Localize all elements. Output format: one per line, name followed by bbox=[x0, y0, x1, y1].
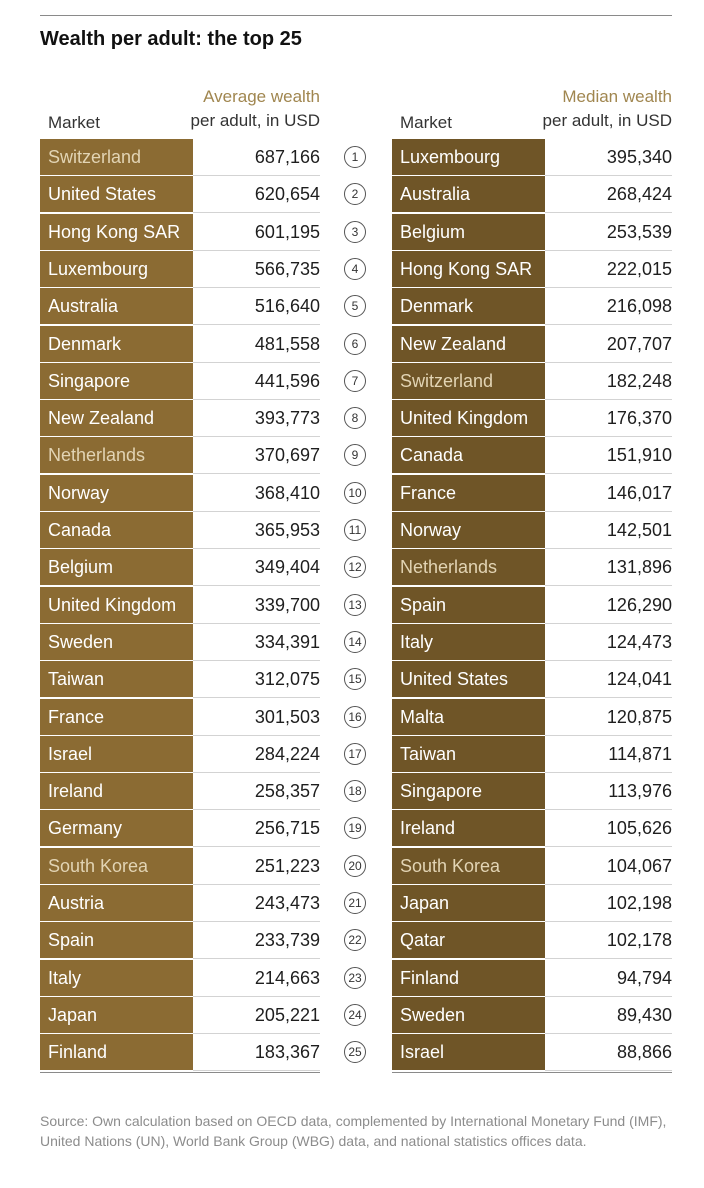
table-row bbox=[392, 624, 672, 661]
table-row bbox=[40, 885, 320, 922]
market-name: United States bbox=[392, 661, 545, 697]
market-name: Ireland bbox=[40, 773, 193, 809]
wealth-value: 251,223 bbox=[193, 848, 320, 885]
wealth-value: 126,290 bbox=[545, 587, 672, 624]
rank-badge: 11 bbox=[344, 519, 366, 541]
rank-badge: 9 bbox=[344, 444, 366, 466]
table-row bbox=[392, 549, 672, 586]
table-row bbox=[40, 176, 320, 213]
wealth-value: 339,700 bbox=[193, 587, 320, 624]
market-name: Belgium bbox=[40, 549, 193, 585]
table-row bbox=[40, 139, 320, 176]
market-name: Taiwan bbox=[392, 736, 545, 772]
market-name: United Kingdom bbox=[392, 400, 545, 436]
table-row bbox=[392, 437, 672, 474]
market-name: Taiwan bbox=[40, 661, 193, 697]
wealth-value: 216,098 bbox=[545, 288, 672, 325]
market-name: Norway bbox=[40, 475, 193, 511]
table-row bbox=[392, 810, 672, 847]
market-name: Luxembourg bbox=[40, 251, 193, 287]
wealth-value: 243,473 bbox=[193, 885, 320, 922]
market-name: Australia bbox=[392, 176, 545, 212]
wealth-value: 368,410 bbox=[193, 475, 320, 512]
wealth-value: 120,875 bbox=[545, 699, 672, 736]
market-name: Luxembourg bbox=[392, 139, 545, 175]
wealth-value: 124,473 bbox=[545, 624, 672, 661]
market-name: Finland bbox=[392, 960, 545, 996]
table-row bbox=[392, 1034, 672, 1071]
market-name: Sweden bbox=[392, 997, 545, 1033]
market-name: Hong Kong SAR bbox=[392, 251, 545, 287]
wealth-value: 284,224 bbox=[193, 736, 320, 773]
left-value-header-line2: per adult, in USD bbox=[190, 111, 320, 130]
wealth-value: 105,626 bbox=[545, 810, 672, 847]
market-name: Switzerland bbox=[392, 363, 545, 399]
rank-badge: 17 bbox=[344, 743, 366, 765]
rank-badge: 12 bbox=[344, 556, 366, 578]
market-name: Japan bbox=[392, 885, 545, 921]
wealth-value: 102,198 bbox=[545, 885, 672, 922]
rank-badge: 24 bbox=[344, 1004, 366, 1026]
market-name: Netherlands bbox=[392, 549, 545, 585]
market-name: Ireland bbox=[392, 810, 545, 846]
table-row bbox=[40, 549, 320, 586]
table-row bbox=[40, 587, 320, 624]
market-name: Norway bbox=[392, 512, 545, 548]
wealth-value: 94,794 bbox=[545, 960, 672, 997]
table-row bbox=[40, 922, 320, 959]
rank-badge: 5 bbox=[344, 295, 366, 317]
market-name: Sweden bbox=[40, 624, 193, 660]
table-row bbox=[40, 326, 320, 363]
wealth-value: 301,503 bbox=[193, 699, 320, 736]
table-row bbox=[40, 363, 320, 400]
wealth-value: 214,663 bbox=[193, 960, 320, 997]
wealth-value: 114,871 bbox=[545, 736, 672, 773]
wealth-value: 89,430 bbox=[545, 997, 672, 1034]
table-row bbox=[392, 848, 672, 885]
table-row bbox=[392, 139, 672, 176]
wealth-value: 312,075 bbox=[193, 661, 320, 698]
wealth-value: 131,896 bbox=[545, 549, 672, 586]
table-row bbox=[40, 288, 320, 325]
table-row bbox=[40, 773, 320, 810]
market-name: United Kingdom bbox=[40, 587, 193, 623]
wealth-value: 146,017 bbox=[545, 475, 672, 512]
market-name: Italy bbox=[40, 960, 193, 996]
market-name: Austria bbox=[40, 885, 193, 921]
table-row bbox=[40, 512, 320, 549]
right-value-header bbox=[512, 85, 672, 133]
market-name: South Korea bbox=[40, 848, 193, 884]
rank-badge: 10 bbox=[344, 482, 366, 504]
market-name: Singapore bbox=[392, 773, 545, 809]
wealth-value: 601,195 bbox=[193, 214, 320, 251]
market-name: Singapore bbox=[40, 363, 193, 399]
rank-badge: 22 bbox=[344, 929, 366, 951]
table-row bbox=[40, 736, 320, 773]
table-row bbox=[392, 176, 672, 213]
table-row bbox=[40, 437, 320, 474]
table-row bbox=[392, 885, 672, 922]
market-name: Belgium bbox=[392, 214, 545, 250]
wealth-value: 151,910 bbox=[545, 437, 672, 474]
market-name: Hong Kong SAR bbox=[40, 214, 193, 250]
rank-badge: 7 bbox=[344, 370, 366, 392]
market-name: Switzerland bbox=[40, 139, 193, 175]
top-rule bbox=[40, 15, 672, 16]
market-name: Qatar bbox=[392, 922, 545, 958]
table-row bbox=[40, 661, 320, 698]
right-market-header: Market bbox=[400, 113, 452, 132]
market-name: New Zealand bbox=[40, 400, 193, 436]
rank-badge: 25 bbox=[344, 1041, 366, 1063]
table-row bbox=[40, 848, 320, 885]
market-name: Canada bbox=[392, 437, 545, 473]
right-value-header-line1: Median wealth bbox=[562, 87, 672, 106]
wealth-value: 142,501 bbox=[545, 512, 672, 549]
market-name: Spain bbox=[392, 587, 545, 623]
rank-badge: 4 bbox=[344, 258, 366, 280]
wealth-value: 620,654 bbox=[193, 176, 320, 213]
market-name: Spain bbox=[40, 922, 193, 958]
wealth-value: 124,041 bbox=[545, 661, 672, 698]
wealth-value: 349,404 bbox=[193, 549, 320, 586]
market-name: Canada bbox=[40, 512, 193, 548]
market-name: Italy bbox=[392, 624, 545, 660]
wealth-value: 370,697 bbox=[193, 437, 320, 474]
rank-badge: 3 bbox=[344, 221, 366, 243]
rank-badge: 15 bbox=[344, 668, 366, 690]
rank-badge: 21 bbox=[344, 892, 366, 914]
market-name: Netherlands bbox=[40, 437, 193, 473]
rank-badge: 13 bbox=[344, 594, 366, 616]
wealth-value: 183,367 bbox=[193, 1034, 320, 1071]
table-row bbox=[392, 326, 672, 363]
wealth-value: 516,640 bbox=[193, 288, 320, 325]
left-bottom-rule bbox=[40, 1072, 320, 1073]
table-row bbox=[392, 251, 672, 288]
market-name: Denmark bbox=[40, 326, 193, 362]
market-name: France bbox=[40, 699, 193, 735]
wealth-value: 233,739 bbox=[193, 922, 320, 959]
table-row bbox=[392, 773, 672, 810]
table-row bbox=[40, 997, 320, 1034]
rank-badge: 23 bbox=[344, 967, 366, 989]
market-name: Israel bbox=[40, 736, 193, 772]
wealth-value: 88,866 bbox=[545, 1034, 672, 1071]
market-name: Denmark bbox=[392, 288, 545, 324]
rank-badge: 20 bbox=[344, 855, 366, 877]
rank-badge: 6 bbox=[344, 333, 366, 355]
table-row bbox=[392, 661, 672, 698]
wealth-value: 393,773 bbox=[193, 400, 320, 437]
rank-badge: 2 bbox=[344, 183, 366, 205]
table-row bbox=[40, 1034, 320, 1071]
wealth-value: 268,424 bbox=[545, 176, 672, 213]
wealth-value: 113,976 bbox=[545, 773, 672, 810]
wealth-value: 687,166 bbox=[193, 139, 320, 176]
market-name: Germany bbox=[40, 810, 193, 846]
wealth-value: 481,558 bbox=[193, 326, 320, 363]
left-market-header: Market bbox=[48, 113, 100, 132]
market-name: Japan bbox=[40, 997, 193, 1033]
table-row bbox=[392, 922, 672, 959]
table-row bbox=[40, 810, 320, 847]
table-row bbox=[40, 699, 320, 736]
rank-badge: 16 bbox=[344, 706, 366, 728]
wealth-value: 222,015 bbox=[545, 251, 672, 288]
source-note: Source: Own calculation based on OECD data, complemented by International Monetary Fund (IMF), United Nations (UN), World Bank Group (WBG) data, and national statistics offices data. bbox=[40, 1113, 667, 1149]
market-name: South Korea bbox=[392, 848, 545, 884]
table-row bbox=[392, 997, 672, 1034]
wealth-value: 176,370 bbox=[545, 400, 672, 437]
table-row bbox=[392, 960, 672, 997]
page-title: Wealth per adult: the top 25 bbox=[40, 28, 302, 50]
table-row bbox=[40, 475, 320, 512]
right-value-header-line2: per adult, in USD bbox=[542, 111, 672, 130]
wealth-value: 104,067 bbox=[545, 848, 672, 885]
table-row bbox=[392, 736, 672, 773]
wealth-value: 334,391 bbox=[193, 624, 320, 661]
table-row bbox=[40, 400, 320, 437]
table-row bbox=[392, 475, 672, 512]
wealth-value: 205,221 bbox=[193, 997, 320, 1034]
table-row bbox=[40, 214, 320, 251]
table-row bbox=[392, 587, 672, 624]
right-bottom-rule bbox=[392, 1072, 672, 1073]
market-name: Finland bbox=[40, 1034, 193, 1070]
market-name: Malta bbox=[392, 699, 545, 735]
table-row bbox=[392, 400, 672, 437]
wealth-value: 256,715 bbox=[193, 810, 320, 847]
table-row bbox=[40, 251, 320, 288]
table-row bbox=[392, 288, 672, 325]
wealth-value: 102,178 bbox=[545, 922, 672, 959]
market-name: France bbox=[392, 475, 545, 511]
left-value-header bbox=[160, 85, 320, 133]
wealth-value: 395,340 bbox=[545, 139, 672, 176]
wealth-value: 207,707 bbox=[545, 326, 672, 363]
wealth-value: 253,539 bbox=[545, 214, 672, 251]
table-row bbox=[392, 699, 672, 736]
table-row bbox=[392, 512, 672, 549]
market-name: United States bbox=[40, 176, 193, 212]
wealth-value: 566,735 bbox=[193, 251, 320, 288]
market-name: Australia bbox=[40, 288, 193, 324]
rank-badge: 14 bbox=[344, 631, 366, 653]
market-name: New Zealand bbox=[392, 326, 545, 362]
table-row bbox=[40, 624, 320, 661]
rank-badge: 18 bbox=[344, 780, 366, 802]
left-value-header-line1: Average wealth bbox=[203, 87, 320, 106]
wealth-value: 258,357 bbox=[193, 773, 320, 810]
rank-badge: 8 bbox=[344, 407, 366, 429]
table-row bbox=[392, 214, 672, 251]
rank-badge: 19 bbox=[344, 817, 366, 839]
rank-badge: 1 bbox=[344, 146, 366, 168]
market-name: Israel bbox=[392, 1034, 545, 1070]
table-row bbox=[40, 960, 320, 997]
wealth-value: 441,596 bbox=[193, 363, 320, 400]
table-row bbox=[392, 363, 672, 400]
wealth-value: 365,953 bbox=[193, 512, 320, 549]
wealth-value: 182,248 bbox=[545, 363, 672, 400]
